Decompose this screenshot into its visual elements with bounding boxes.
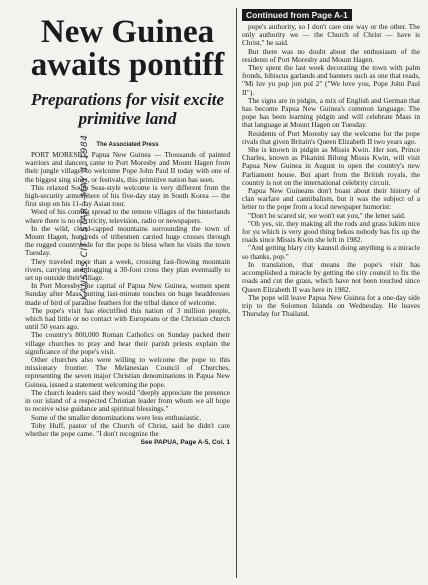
paragraph: The signs are in pidgin, a mix of English and German that has become Papua New Guinea's common language. The pope has been learning pidgin and will celebrate Mass in that language at Mount Hagen on Tuesday. bbox=[242, 95, 420, 130]
paragraph: Residents of Port Moresby say the welcome for the pope rivals that given Britain's Queen Elizabeth II two years ago. bbox=[242, 128, 420, 146]
paragraph: But there was no doubt about the enthusiasm of the residents of Port Moresby and Mount Hagen. bbox=[242, 46, 420, 64]
paragraph: This relaxed South Seas-style welcome is very different from the high-security atmosphere of his five-day stay in South Korea — the first stop on his 11-day Asian tour. bbox=[25, 182, 230, 209]
paragraph: The church leaders said they would "deeply appreciate the presence in our island of a respected Christian leader from whom we all hope to receive wise guidance and spiritual blessings." bbox=[25, 387, 230, 414]
paragraph: The pope's visit has electrified this nation of 3 million people, which had little or no contact with Europeans or the Christian church until 50 years ago. bbox=[25, 305, 230, 332]
paragraph: She is known in pidgin as Missis Kwin. Her son, Prince Charles, known as Pikanini Bilong Missis Kwin, will visit Papua New Guinea in August to open the country's new Parliament house. But apart from the British royals, the country is not on the international celebrity circuit. bbox=[242, 145, 420, 187]
paragraph: Toby Huff, pastor of the Church of Christ, said he didn't care whether the pope came. "I don't recognize the bbox=[25, 420, 230, 438]
handwritten-date-note: KANSAS CITY STAR - MAY 4, 1984 bbox=[80, 134, 90, 300]
paragraph: Papua New Guineans don't boast about their history of clan warfare and cannibalism, but it was the subject of a letter to the pope from a local newspaper humorist: bbox=[242, 186, 420, 212]
paragraph: "Don't be scared sir, we won't eat you," the letter said. bbox=[248, 210, 406, 220]
paragraph: They spent the last week decorating the town with palm fronds, hibiscus garlands and banners such as one that reads, "Mi luv yu pop jon pol 2" ("We love you, Pope John Paul II"). bbox=[242, 63, 420, 97]
article-left-column bbox=[25, 16, 230, 578]
paragraph: The country's 800,000 Roman Catholics on Sunday packed their village churches to pray and hear their parish priests explain the significance of the pope's visit. bbox=[25, 330, 230, 356]
subheadline: Preparations for visit excite primitive land bbox=[30, 90, 225, 128]
continued-body bbox=[242, 23, 420, 318]
paragraph: Some of the smaller denominations were less enthusiastic. bbox=[31, 412, 202, 422]
paragraph: pope's authority, so I don't care one way or the other. The only authority we — the Church of Christ — have is Christ," he said. bbox=[242, 22, 420, 48]
article-right-column bbox=[242, 5, 420, 580]
headline: New Guinea awaits pontiff bbox=[30, 14, 225, 83]
paragraph: In the wild, cloud-capped mountains surrounding the town of Mount Hagen, hundreds of tribesmen carried huge crosses through the rugged countryside for the pope to bless when he visits the town Tuesday. bbox=[25, 223, 230, 258]
paragraph: In translation, that means the pope's visit has accomplished a miracle by getting the city council to fix the roads and cut the grass, which have not been touched since Queen Elizabeth II was here in 1982. bbox=[242, 259, 420, 294]
paragraph: They traveled more than a week, crossing fast-flowing mountain rivers, carrying and dragging a 30-foot cross they plan eventually to set up outside their village. bbox=[25, 256, 230, 283]
column-divider bbox=[236, 8, 237, 578]
paragraph: The pope will leave Papua New Guinea for a one-day side trip to the Solomon Islands on Wednesday. He leaves Thursday for Thailand. bbox=[242, 292, 420, 319]
paragraph: Other churches also were willing to welcome the pope to this missionary frontier. The Melanesian Council of Churches, representing the seven major Christian denominations in Papua New Guinea, issued a statement welcoming the pope. bbox=[25, 355, 230, 389]
byline: The Associated Press bbox=[96, 142, 159, 148]
paragraph: PORT MORESBY, Papua New Guinea — Thousands of painted warriors and dancers came to Port Moresby and Mount Hagen from their jungle villages to welcome Pope John Paul II today with one of the biggest sing sings, or festivals, this primitive nation has seen. bbox=[25, 150, 230, 184]
jump-line: See PAPUA, Page A-5, Col. 1 bbox=[140, 439, 230, 447]
paragraph: "Oh yes, sir, they making all the rods and grass lukim nice for yu which is very good thing bekos nobody has fix up the roads since Missis Kwin she left in 1982. bbox=[242, 218, 420, 245]
article-body bbox=[25, 151, 230, 438]
continued-label: Continued from Page A-1 bbox=[242, 9, 352, 21]
paragraph: In Port Moresby, the capital of Papua New Guinea, women spent Sunday after Mass putting last-minute touches on huge headdresses made of bird of paradise feathers for the tribal dance of welcome. bbox=[25, 281, 230, 307]
paragraph: "And getting blary city kaunsil doing anything is a miracle so thanks, pop." bbox=[242, 243, 420, 261]
paragraph: Word of his coming spread to the remote villages of the hinterlands where there is no electricity, television, radio or newspapers. bbox=[25, 207, 230, 225]
